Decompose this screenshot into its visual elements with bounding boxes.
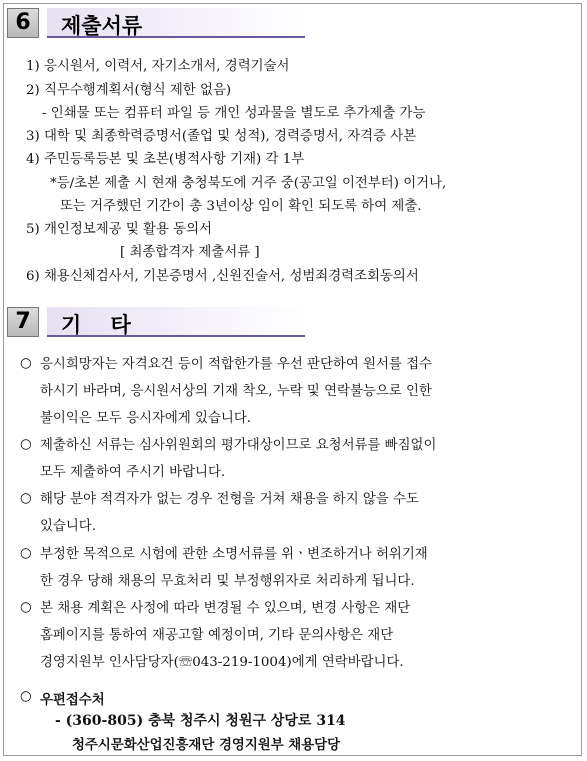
- section-title: 제출서류: [61, 14, 143, 38]
- doc-item: 5) 개인정보제공 및 활용 동의서: [26, 222, 212, 237]
- notice-line: 불이익은 모두 응시자에게 있습니다.: [40, 411, 252, 426]
- notice-line: 제출하신 서류는 심사위원회의 평가대상이므로 요청서류를 빠짐없이: [40, 438, 437, 453]
- notice-line: 홈페이지를 통하여 재공고할 예정이며, 기타 문의사항은 재단: [40, 628, 394, 643]
- doc-note: 또는 거주했던 기간이 총 3년이상 임이 확인 되도록 하여 제출.: [60, 199, 422, 214]
- notice-line: 응시희망자는 자격요건 등이 적합한가를 우선 판단하여 원서를 접수: [40, 357, 432, 372]
- doc-note: *등/초본 제출 시 현재 충청북도에 거주 중(공고일 이전부터) 이거나,: [50, 176, 447, 191]
- bullet-circle-icon: ○: [20, 546, 32, 561]
- doc-item: 1) 응시원서, 이력서, 자기소개서, 경력기술서: [26, 59, 290, 74]
- doc-item: 3) 대학 및 최종학력증명서(졸업 및 성적), 경력증명서, 자격증 사본: [26, 129, 417, 144]
- mail-address: - (360-805) 충북 청주시 청원구 상당로 314: [55, 713, 346, 729]
- section-number: 6: [7, 8, 39, 38]
- mail-label: 우편접수처: [40, 692, 105, 708]
- section-header-docs: [7, 8, 307, 40]
- doc-item: 2) 직무수행계획서(형식 제한 없음): [26, 83, 232, 98]
- notice-line: 본 채용 계획은 사정에 따라 변경될 수 있으며, 변경 사항은 재단: [40, 601, 411, 616]
- notice-line: 있습니다.: [40, 519, 96, 534]
- section-title-box: [47, 307, 305, 337]
- notice-line: 모두 제출하여 주시기 바랍니다.: [40, 465, 226, 480]
- doc-subheading: [ 최종합격자 제출서류 ]: [120, 245, 260, 260]
- mail-recipient: 청주시문화산업진흥재단 경영지원부 채용담당: [72, 737, 341, 753]
- bullet-circle-icon: ○: [20, 689, 32, 704]
- notice-line: 해당 분야 적격자가 없는 경우 전형을 거쳐 채용을 하지 않을 수도: [40, 492, 419, 507]
- section-number: 7: [7, 307, 39, 337]
- doc-item: 4) 주민등록등본 및 초본(병적사항 기재) 각 1부: [26, 152, 305, 167]
- bullet-circle-icon: ○: [20, 491, 32, 506]
- section-title: 기 타: [61, 313, 131, 337]
- notice-line: 부정한 목적으로 시험에 관한 소명서류를 위ㆍ변조하거나 허위기재: [40, 547, 428, 562]
- bullet-circle-icon: ○: [20, 437, 32, 452]
- section-title-box: [47, 8, 305, 38]
- notice-line: 경영지원부 인사담당자(☏043-219-1004)에게 연락바랍니다.: [40, 655, 404, 670]
- notice-line: 한 경우 당해 채용의 무효처리 및 부정행위자로 처리하게 됩니다.: [40, 574, 415, 589]
- doc-item: - 인쇄물 또는 컴퓨터 파일 등 개인 성과물을 별도로 추가제출 가능: [42, 106, 426, 121]
- doc-item: 6) 채용신체검사서, 기본증명서 ,신원진술서, 성범죄경력조회동의서: [26, 269, 419, 284]
- bullet-circle-icon: ○: [20, 600, 32, 615]
- bullet-circle-icon: ○: [20, 356, 32, 371]
- notice-line: 하시기 바라며, 응시원서상의 기재 착오, 누락 및 연락불능으로 인한: [40, 384, 432, 399]
- section-header-misc: [7, 307, 307, 339]
